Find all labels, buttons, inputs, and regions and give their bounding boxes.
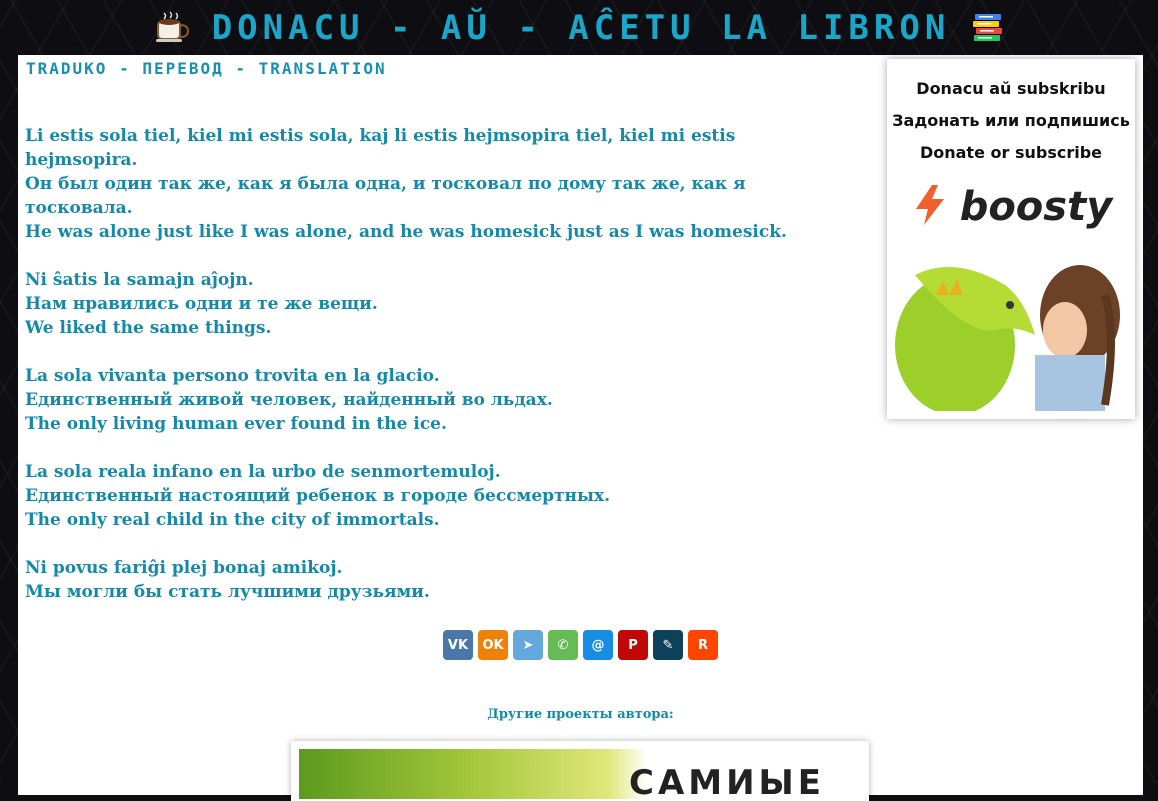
stanza: [25, 268, 815, 340]
share-telegram-button[interactable]: ➤: [513, 630, 543, 660]
translation-heading: TRADUKO - ПЕРЕВОД - TRANSLATION: [26, 59, 387, 78]
line-eo: Li estis sola tiel, kiel mi estis sola, kaj li estis hejmsopira tiel, kiel mi estis hejmsopira.: [25, 126, 736, 170]
donate-artwork: [895, 235, 1127, 411]
line-ru: Единственный настоящий ребенок в городе бессмертных.: [25, 486, 611, 506]
boosty-wordmark: boosty: [959, 184, 1113, 230]
donate-card[interactable]: [887, 59, 1135, 419]
other-projects-label: Другие проекты автора:: [487, 707, 674, 722]
donate-line-eo: Donacu aŭ subskribu: [916, 79, 1106, 98]
share-moimir-button[interactable]: @: [583, 630, 613, 660]
line-ru: Единственный живой человек, найденный во льдах.: [25, 390, 553, 410]
line-eo: Ni ŝatis la samajn aĵojn.: [25, 270, 254, 290]
boosty-logo[interactable]: [887, 183, 1135, 231]
books-stack-icon[interactable]: [968, 8, 1008, 48]
project-banner[interactable]: [299, 749, 861, 799]
main-content: [18, 55, 1143, 799]
lyrics-block: [25, 124, 815, 628]
stanza: [25, 556, 815, 604]
line-ru: Он был один так же, как я была одна, и тосковал по дому так же, как я тосковала.: [25, 174, 746, 218]
line-eo: La sola vivanta persono trovita en la glacio.: [25, 366, 440, 386]
stanza: [25, 364, 815, 436]
lightning-icon: [910, 183, 950, 231]
project-card[interactable]: [291, 741, 869, 801]
line-ru: Нам нравились одни и те же вещи.: [25, 294, 378, 314]
share-pinterest-button[interactable]: P: [618, 630, 648, 660]
share-whatsapp-button[interactable]: ✆: [548, 630, 578, 660]
project-banner-title: САМИЫЕ: [629, 763, 826, 799]
line-en: The only real child in the city of immortals.: [25, 510, 440, 530]
share-vk-button[interactable]: VK: [443, 630, 473, 660]
share-reddit-button[interactable]: R: [688, 630, 718, 660]
line-eo: La sola reala infano en la urbo de senmortemuloj.: [25, 462, 501, 482]
site-header: [0, 0, 1158, 55]
header-title[interactable]: DONACU - AŬ - AĈETU LA LIBRON: [211, 7, 951, 48]
share-livejournal-button[interactable]: ✎: [653, 630, 683, 660]
coffee-cup-icon[interactable]: [150, 8, 194, 48]
line-en: We liked the same things.: [25, 318, 272, 338]
share-odnoklassniki-button[interactable]: OK: [478, 630, 508, 660]
line-en: The only living human ever found in the ice.: [25, 414, 447, 434]
share-bar: [443, 630, 718, 660]
line-en: He was alone just like I was alone, and he was homesick just as I was homesick.: [25, 222, 787, 242]
stanza: [25, 460, 815, 532]
line-eo: Ni povus fariĝi plej bonaj amikoj.: [25, 558, 343, 578]
line-ru: Мы могли бы стать лучшими друзьями.: [25, 582, 430, 602]
donate-line-en: Donate or subscribe: [919, 143, 1103, 162]
donate-line-ru: Задонать или подпишись: [892, 111, 1130, 130]
stanza: [25, 124, 815, 244]
